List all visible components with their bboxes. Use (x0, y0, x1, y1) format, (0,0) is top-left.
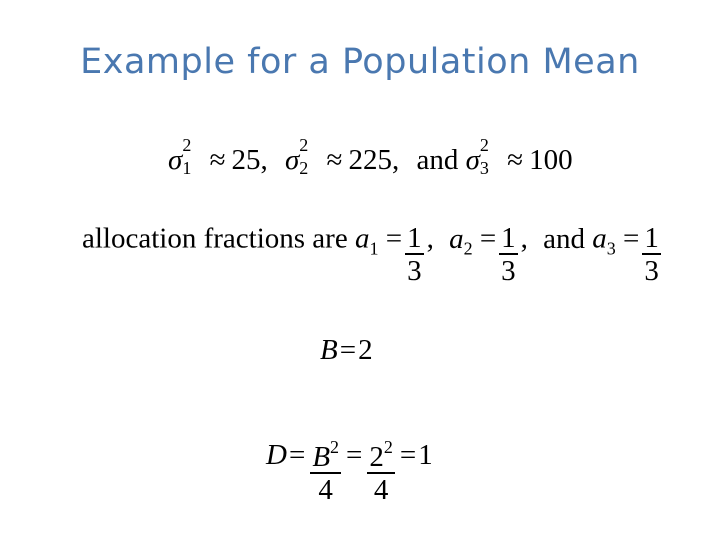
sigma-2-value: 225, (348, 144, 400, 176)
b-value: 2 (358, 334, 373, 366)
numerator: 1 (501, 222, 516, 254)
sigma-symbol: σ (284, 144, 300, 176)
subscript: 1 (369, 238, 379, 259)
slide-title: Example for a Population Mean (80, 42, 640, 82)
sigma-symbol: σ (168, 144, 183, 176)
sigma-1-scripts (182, 135, 196, 178)
exponent: 2 (479, 135, 489, 155)
exponent: 2 (182, 135, 192, 155)
numerator (310, 438, 341, 472)
exponent: 2 (299, 135, 309, 155)
subscript: 3 (479, 158, 489, 178)
denominator: 4 (367, 472, 395, 505)
and-word: and (543, 222, 586, 255)
subscript: 3 (606, 238, 616, 259)
approx-symbol: ≈ (326, 144, 343, 176)
d-value: 1 (418, 439, 433, 472)
exponent: 2 (383, 437, 393, 457)
a-symbol: a (449, 222, 464, 255)
numerator: 1 (644, 222, 659, 254)
fraction (310, 438, 341, 505)
sigma-3-value: 100 (529, 144, 573, 176)
subscript: 2 (299, 158, 309, 178)
two-value: 2 (369, 441, 384, 473)
equals-sign: = (399, 439, 417, 472)
variance-equation (168, 135, 573, 178)
approx-symbol: ≈ (507, 144, 524, 176)
sigma-3-scripts (479, 135, 494, 178)
allocation-equation (82, 210, 664, 287)
numerator: 1 (407, 222, 422, 254)
exponent: 2 (330, 437, 340, 457)
d-symbol: D (266, 439, 287, 472)
b-symbol: B (320, 334, 338, 366)
subscript: 2 (463, 238, 473, 259)
fraction (405, 224, 424, 286)
allocation-text: allocation fractions are (82, 222, 348, 255)
a-symbol: a (592, 222, 607, 255)
equals-sign: = (479, 222, 497, 255)
fraction (367, 438, 395, 505)
sigma-2-scripts (299, 135, 313, 178)
subscript: 1 (182, 158, 192, 178)
bound-equation (320, 336, 373, 365)
and-word: and (416, 144, 459, 176)
fraction (642, 224, 661, 286)
comma: , (520, 222, 528, 255)
approx-symbol: ≈ (209, 144, 226, 176)
b-symbol: B (312, 441, 331, 473)
equals-sign: = (385, 222, 403, 255)
equals-sign: = (346, 439, 363, 472)
a-symbol: a (354, 222, 370, 255)
denominator: 3 (501, 255, 516, 287)
denominator: 3 (407, 255, 422, 287)
sigma-1-value: 25, (231, 144, 268, 176)
comma: , (426, 222, 434, 255)
numerator (367, 438, 395, 472)
denominator: 4 (310, 472, 341, 505)
equals-sign: = (288, 439, 306, 472)
d-equation (266, 424, 433, 506)
equals-sign: = (339, 334, 357, 366)
fraction (499, 224, 518, 286)
sigma-symbol: σ (465, 144, 480, 176)
denominator: 3 (644, 255, 659, 287)
equals-sign: = (623, 222, 640, 255)
